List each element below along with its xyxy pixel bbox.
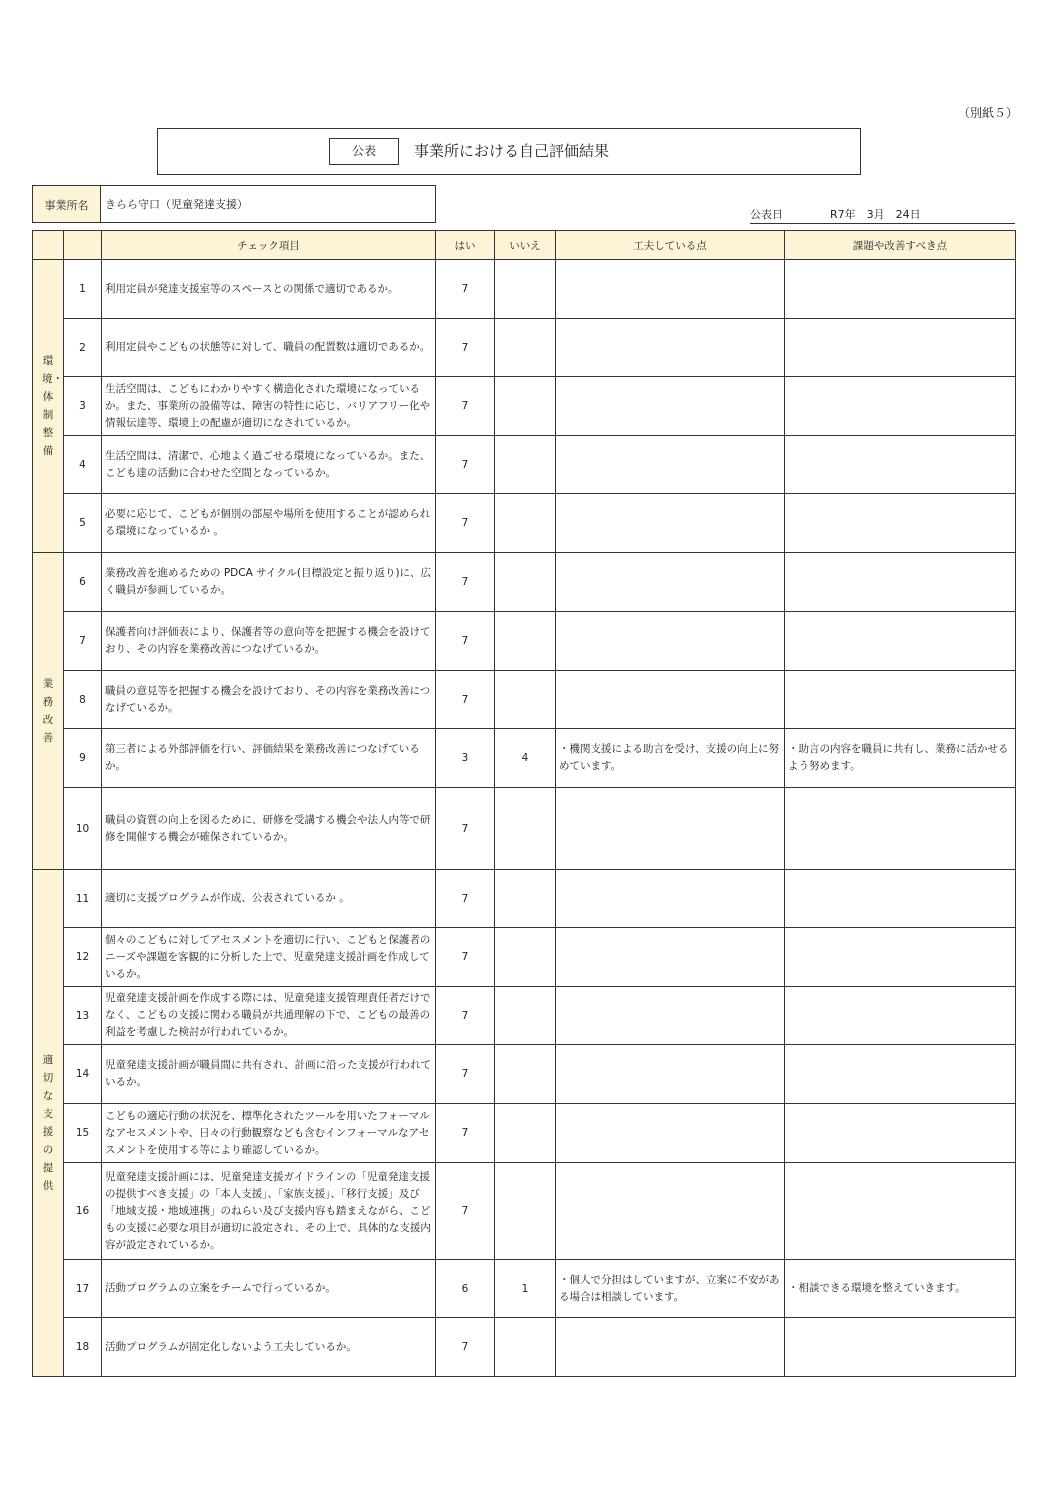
issue-text — [785, 928, 1016, 987]
table-row — [33, 494, 1016, 553]
row-number: 15 — [64, 1104, 102, 1163]
header-issue: 課題や改善すべき点 — [785, 231, 1016, 260]
issue-text — [785, 870, 1016, 928]
yes-count: 7 — [436, 671, 495, 729]
row-number: 5 — [64, 494, 102, 553]
no-count — [495, 1163, 556, 1260]
effort-text — [556, 1163, 785, 1260]
check-item: 活動プログラムが固定化しないよう工夫しているか。 — [102, 1318, 436, 1377]
issue-text: ・相談できる環境を整えていきます。 — [785, 1260, 1016, 1318]
table-row — [33, 260, 1016, 319]
yes-count: 7 — [436, 1163, 495, 1260]
issue-text — [785, 494, 1016, 553]
check-item: 生活空間は、こどもにわかりやすく構造化された環境になっているか。また、事業所の設備等は、障害の特性に応じ、バリアフリー化や情報伝達等、環境上の配慮が適切になされているか。 — [102, 377, 436, 436]
yes-count: 7 — [436, 553, 495, 612]
table-row — [33, 928, 1016, 987]
check-item: 業務改善を進めるための PDCA サイクル(目標設定と振り返り)に、広く職員が参画しているか。 — [102, 553, 436, 612]
office-label: 事業所名 — [33, 186, 101, 222]
table-row — [33, 788, 1016, 870]
no-count: 4 — [495, 729, 556, 788]
issue-text — [785, 1104, 1016, 1163]
row-number: 9 — [64, 729, 102, 788]
no-count — [495, 494, 556, 553]
table-row — [33, 377, 1016, 436]
no-count — [495, 928, 556, 987]
attachment-label: （別紙５） — [958, 106, 1019, 120]
yes-count: 7 — [436, 612, 495, 671]
issue-text — [785, 319, 1016, 377]
effort-text — [556, 1104, 785, 1163]
issue-text — [785, 377, 1016, 436]
effort-text — [556, 260, 785, 319]
no-count — [495, 1104, 556, 1163]
effort-text — [556, 494, 785, 553]
no-count: 1 — [495, 1260, 556, 1318]
issue-text — [785, 788, 1016, 870]
yes-count: 7 — [436, 1104, 495, 1163]
header-effort: 工夫している点 — [556, 231, 785, 260]
effort-text — [556, 788, 785, 870]
effort-text — [556, 1318, 785, 1377]
yes-count: 7 — [436, 494, 495, 553]
header-yes: はい — [436, 231, 495, 260]
yes-count: 7 — [436, 870, 495, 928]
yes-count: 7 — [436, 319, 495, 377]
row-number: 4 — [64, 436, 102, 494]
publish-date-label: 公表日 — [750, 208, 783, 221]
no-count — [495, 377, 556, 436]
table-row — [33, 1045, 1016, 1104]
row-number: 18 — [64, 1318, 102, 1377]
category-support: 適切な支援の提供 — [33, 870, 64, 1377]
issue-text — [785, 1318, 1016, 1377]
check-item: 活動プログラムの立案をチームで行っているか。 — [102, 1260, 436, 1318]
yes-count: 7 — [436, 436, 495, 494]
effort-text — [556, 377, 785, 436]
row-number: 17 — [64, 1260, 102, 1318]
yes-count: 7 — [436, 1318, 495, 1377]
row-number: 13 — [64, 987, 102, 1045]
header-category — [33, 231, 64, 260]
row-number: 10 — [64, 788, 102, 870]
row-number: 16 — [64, 1163, 102, 1260]
yes-count: 7 — [436, 928, 495, 987]
no-count — [495, 1045, 556, 1104]
check-item: 必要に応じて、こどもが個別の部屋や場所を使用することが認められる環境になっているか 。 — [102, 494, 436, 553]
issue-text — [785, 671, 1016, 729]
no-count — [495, 671, 556, 729]
public-badge: 公表 — [329, 138, 399, 165]
table-row — [33, 987, 1016, 1045]
yes-count: 7 — [436, 260, 495, 319]
header-check: チェック項目 — [102, 231, 436, 260]
title-box — [157, 128, 861, 175]
page-title: 事業所における自己評価結果 — [414, 142, 610, 160]
table-row — [33, 319, 1016, 377]
check-item: 適切に支援プログラムが作成、公表されているか 。 — [102, 870, 436, 928]
publish-date-value: R7年 3月 24日 — [830, 208, 921, 221]
yes-count: 7 — [436, 1045, 495, 1104]
no-count — [495, 1318, 556, 1377]
no-count — [495, 436, 556, 494]
check-item: 保護者向け評価表により、保護者等の意向等を把握する機会を設けており、その内容を業務改善につなげているか。 — [102, 612, 436, 671]
yes-count: 7 — [436, 377, 495, 436]
effort-text — [556, 987, 785, 1045]
issue-text — [785, 612, 1016, 671]
yes-count: 3 — [436, 729, 495, 788]
effort-text — [556, 928, 785, 987]
effort-text — [556, 436, 785, 494]
row-number: 8 — [64, 671, 102, 729]
check-item: 個々のこどもに対してアセスメントを適切に行い、こどもと保護者のニーズや課題を客観的に分析した上で、児童発達支援計画を作成しているか。 — [102, 928, 436, 987]
no-count — [495, 870, 556, 928]
issue-text: ・助言の内容を職員に共有し、業務に活かせるよう努めます。 — [785, 729, 1016, 788]
no-count — [495, 788, 556, 870]
table-row — [33, 612, 1016, 671]
row-number: 6 — [64, 553, 102, 612]
check-item: 児童発達支援計画を作成する際には、児童発達支援管理責任者だけでなく、こどもの支援に関わる職員が共通理解の下で、こどもの最善の利益を考慮した検討が行われているか。 — [102, 987, 436, 1045]
table-row — [33, 729, 1016, 788]
yes-count: 7 — [436, 788, 495, 870]
row-number: 12 — [64, 928, 102, 987]
issue-text — [785, 260, 1016, 319]
row-number: 1 — [64, 260, 102, 319]
header-no: いいえ — [495, 231, 556, 260]
check-item: 生活空間は、清潔で、心地よく過ごせる環境になっているか。また、こども達の活動に合わせた空間となっているか。 — [102, 436, 436, 494]
check-item: こどもの適応行動の状況を、標準化されたツールを用いたフォーマルなアセスメントや、日々の行動観察なども含むインフォーマルなアセスメントを使用する等により確認しているか。 — [102, 1104, 436, 1163]
check-item: 第三者による外部評価を行い、評価結果を業務改善につなげているか。 — [102, 729, 436, 788]
check-item: 職員の資質の向上を図るために、研修を受講する機会や法人内等で研修を開催する機会が確保されているか。 — [102, 788, 436, 870]
issue-text — [785, 1045, 1016, 1104]
table-header-row — [33, 231, 1016, 260]
effort-text — [556, 671, 785, 729]
table-row — [33, 1163, 1016, 1260]
no-count — [495, 319, 556, 377]
evaluation-table — [32, 230, 1016, 1377]
issue-text — [785, 987, 1016, 1045]
no-count — [495, 987, 556, 1045]
check-item: 児童発達支援計画には、児童発達支援ガイドラインの「児童発達支援の提供すべき支援」の「本人支援」、「家族支援」、「移行支援」及び「地域支援・地域連携」のねらい及び支援内容も踏まえながら、こどもの支援に必要な項目が適切に設定され、その上で、具体的な支援内容が設定されているか。 — [102, 1163, 436, 1260]
check-item: 利用定員が発達支援室等のスペースとの関係で適切であるか。 — [102, 260, 436, 319]
table-row — [33, 436, 1016, 494]
effort-text: ・個人で分担はしていますが、立案に不安がある場合は相談しています。 — [556, 1260, 785, 1318]
check-item: 利用定員やこどもの状態等に対して、職員の配置数は適切であるか。 — [102, 319, 436, 377]
no-count — [495, 260, 556, 319]
table-row — [33, 1104, 1016, 1163]
effort-text — [556, 612, 785, 671]
table-row — [33, 671, 1016, 729]
effort-text: ・機関支援による助言を受け、支援の向上に努めています。 — [556, 729, 785, 788]
row-number: 3 — [64, 377, 102, 436]
row-number: 2 — [64, 319, 102, 377]
effort-text — [556, 319, 785, 377]
office-box — [32, 185, 436, 223]
check-item: 児童発達支援計画が職員間に共有され、計画に沿った支援が行われているか。 — [102, 1045, 436, 1104]
row-number: 11 — [64, 870, 102, 928]
category-biz: 業務改善 — [33, 553, 64, 870]
issue-text — [785, 553, 1016, 612]
issue-text — [785, 436, 1016, 494]
row-number: 7 — [64, 612, 102, 671]
table-row — [33, 870, 1016, 928]
no-count — [495, 553, 556, 612]
publish-date-row — [750, 206, 1015, 224]
effort-text — [556, 870, 785, 928]
row-number: 14 — [64, 1045, 102, 1104]
category-env: 環境・体制整備 — [33, 260, 64, 553]
issue-text — [785, 1163, 1016, 1260]
office-name: きらら守口（児童発達支援） — [105, 198, 248, 211]
yes-count: 6 — [436, 1260, 495, 1318]
yes-count: 7 — [436, 987, 495, 1045]
no-count — [495, 612, 556, 671]
table-row — [33, 1318, 1016, 1377]
header-number — [64, 231, 102, 260]
effort-text — [556, 1045, 785, 1104]
table-row — [33, 1260, 1016, 1318]
table-row — [33, 553, 1016, 612]
effort-text — [556, 553, 785, 612]
check-item: 職員の意見等を把握する機会を設けており、その内容を業務改善につなげているか。 — [102, 671, 436, 729]
